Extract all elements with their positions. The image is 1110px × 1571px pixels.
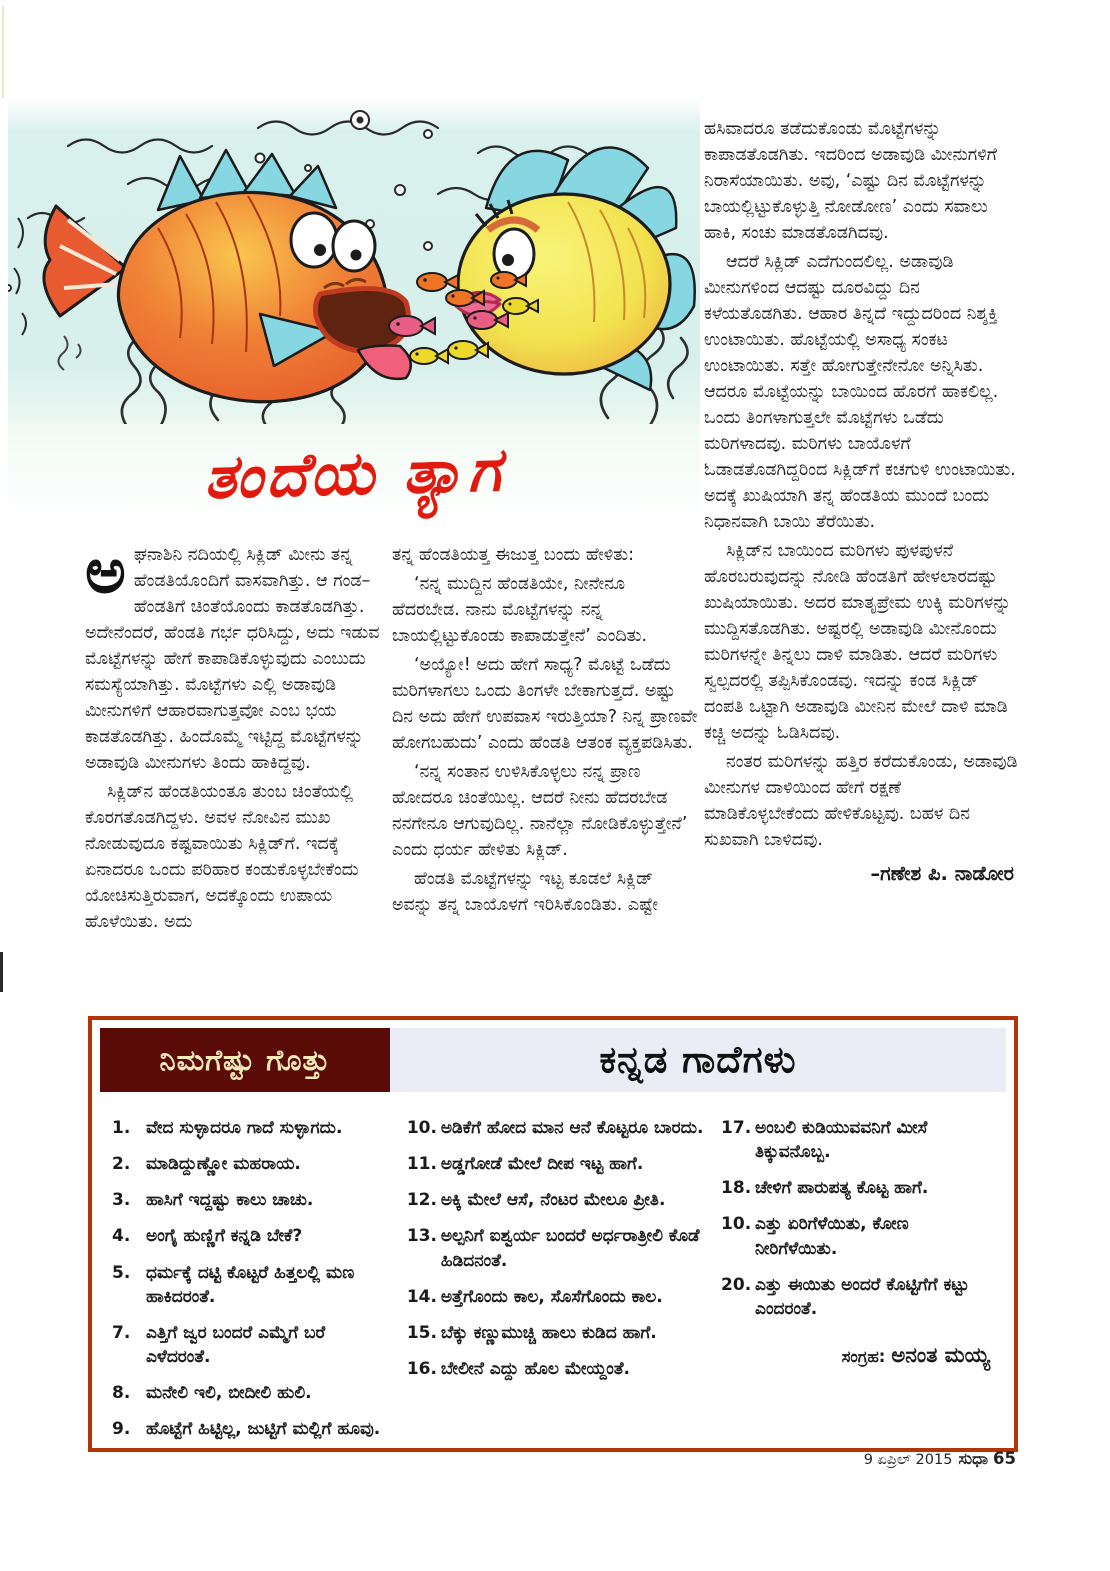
story-title-text: ತಂದೆಯ ತ್ಯಾಗ [202, 435, 506, 513]
proverb-number: 2. [112, 1154, 131, 1175]
proverb-item [721, 1176, 996, 1200]
proverb-item [721, 1273, 996, 1321]
proverb-item [407, 1152, 705, 1176]
proverb-number: 18. [721, 1178, 752, 1199]
proverb-text: ಬೆಕ್ಕು ಕಣ್ಣುಮುಚ್ಚಿ ಹಾಲು ಕುಡಿದ ಹಾಗೆ. [440, 1322, 657, 1343]
proverb-text: ಹಾಸಿಗೆ ಇದ್ದಷ್ಟು ಕಾಲು ಚಾಚು. [146, 1190, 314, 1211]
proverb-item [112, 1261, 391, 1309]
body [458, 194, 670, 374]
proverb-number: 7. [112, 1322, 131, 1343]
proverb-text: ಬೇಲೀನೆ ಎದ್ದು ಹೊಲ ಮೇಯ್ದಂತೆ. [440, 1358, 630, 1379]
proverb-item [407, 1357, 705, 1381]
proverb-item [721, 1116, 996, 1164]
paragraph: ‘ನನ್ನ ಸಂತಾನ ಉಳಿಸಿಕೊಳ್ಳಲು ನನ್ನ ಪ್ರಾಣ ಹೋದರೂ ಚಿಂತೆಯಿಲ್ಲ. ಆದರೆ ನೀನು ಹೆದರಬೇಡ ನನಗೇನೂ ಆಗುವುದಿಲ್ಲ. ನಾನೆಲ್ಲಾ ನೋಡಿಕೊಳ್ಳುತ್ತೇನೆ’ ಎಂದು ಧರ್ಯ ಹೇಳಿತು ಸಿಕ್ಲಿಡ್. [392, 762, 688, 860]
kannada-proverbs-banner: ಕನ್ನಡ ಗಾದೆಗಳು [390, 1028, 1006, 1092]
drop-cap: ಅ [85, 534, 126, 607]
paragraph [85, 534, 387, 776]
proverb-text: ಅಲ್ಪನಿಗೆ ಐಶ್ವರ್ಯ ಬಂದರೆ ಅರ್ಧರಾತ್ರೀಲಿ ಕೊಡೆ ಹಿಡಿದನಂತೆ. [440, 1226, 700, 1271]
proverb-item [112, 1417, 391, 1441]
collector-name: ಅನಂತ ಮಯ್ಯ [891, 1342, 991, 1367]
proverb-number: 10. [721, 1214, 752, 1235]
page-number: 65 [993, 1449, 1016, 1468]
proverb-item [112, 1188, 391, 1212]
paragraph: ಆದರೆ ಸಿಕ್ಲಿಡ್ ಎದೆಗುಂದಲಿಲ್ಲ. ಅಡಾವುಡಿ ಮೀನುಗಳಿಂದ ಆದಷ್ಟು ದೂರವಿದ್ದು ದಿನ ಕಳೆಯತೊಡಗಿತು. ಆಹಾರ ತಿನ್ನದೆ ಇದ್ದುದರಿಂದ ನಿಶ್ಶಕ್ತಿ ಉಂಟಾಯಿತು. ಹೊಟ್ಟೆಯಲ್ಲಿ ಅಸಾಧ್ಯ ಸಂಕಟ ಉಂಟಾಯಿತು. ಸತ್ತೇ ಹೋಗುತ್ತೇನೇನೋ ಅನ್ನಿಸಿತು. ಆದರೂ ಮೊಟ್ಟೆಯನ್ನು ಬಾಯಿಂದ ಹೊರಗೆ ಹಾಕಲಿಲ್ಲ. ಒಂದು ತಿಂಗಳಾಗುತ್ತಲೇ ಮೊಟ್ಟೆಗಳು ಒಡೆದು ಮರಿಗಳಾದವು. ಮರಿಗಳು ಬಾಯೊಳಗೆ ಓಡಾಡತೊಡಗಿದ್ದರಿಂದ ಸಿಕ್ಲಿಡ್‌ಗೆ ಕಚಗುಳಿ ಉಂಟಾಯಿತು. ಅದಕ್ಕೆ ಖುಷಿಯಾಗಿ ತನ್ನ ಹೆಂಡತಿಯ ಮುಂದೆ ಬಂದು ನಿಧಾನವಾಗಿ ಬಾಯಿ ತೆರೆಯಿತು. [704, 252, 1016, 532]
proverb-number: 5. [112, 1262, 131, 1283]
proverb-item [112, 1224, 391, 1248]
paragraph: ‘ನನ್ನ ಮುದ್ದಿನ ಹೆಂಡತಿಯೇ, ನೀನೇನೂ ಹೆದರಬೇಡ. ನಾನು ಮೊಟ್ಟೆಗಳನ್ನು ನನ್ನ ಬಾಯಲ್ಲಿಟ್ಟುಕೊಂಡು ಕಾಪಾಡುತ್ತೇನೆ’ ಎಂದಿತು. [392, 574, 648, 646]
story-title [8, 424, 700, 524]
author-byline: –ಗಣೇಶ ಪಿ. ನಾಡೋರ [870, 862, 1014, 885]
paragraph-text: ಘನಾಶಿನಿ ನದಿಯಲ್ಲಿ ಸಿಕ್ಲಿಡ್ ಮೀನು ತನ್ನ ಹೆಂಡತಿಯೊಂದಿಗೆ ವಾಸವಾಗಿತ್ತು. ಆ ಗಂಡ–ಹೆಂಡತಿಗೆ ಚಿಂತೆಯೊಂದು ಕಾಡತೊಡಗಿತ್ತು. ಅದೇನೆಂದರೆ, ಹೆಂಡತಿ ಗರ್ಭ ಧರಿಸಿದ್ದು, ಅದು ಇಡುವ ಮೊಟ್ಟೆಗಳನ್ನು ಹೇಗೆ ಕಾಪಾಡಿಕೊಳ್ಳುವುದು ಎಂಬುದು ಸಮಸ್ಯೆಯಾಗಿತ್ತು. ಮೊಟ್ಟೆಗಳು ಎಲ್ಲಿ ಅಡಾವುಡಿ ಮೀನುಗಳಿಗೆ ಆಹಾರವಾಗುತ್ತವೋ ಎಂಬ ಭಯ ಕಾಡತೊಡಗಿತ್ತು. ಹಿಂದೊಮ್ಮೆ ಇಟ್ಟಿದ್ದ ಮೊಟ್ಟೆಗಳನ್ನು ಅಡಾವುಡಿ ಮೀನುಗಳು ತಿಂದು ಹಾಕಿದ್ದವು. [85, 545, 380, 773]
proverb-item [112, 1381, 391, 1405]
proverb-item [407, 1285, 705, 1309]
paragraph: ಹೆಂಡತಿ ಮೊಟ್ಟೆಗಳನ್ನು ಇಟ್ಟ ಕೂಡಲೆ ಸಿಕ್ಲಿಡ್ ಅವನ್ನು ತನ್ನ ಬಾಯೊಳಗೆ ಇರಿಸಿಕೊಂಡಿತು. ಎಷ್ಟೇ [392, 869, 659, 915]
proverb-text: ಅಡಿಕೆಗೆ ಹೋದ ಮಾನ ಆನೆ ಕೊಟ್ಟರೂ ಬಾರದು. [440, 1118, 704, 1138]
proverb-text: ಅಂಬಲಿ ಕುಡಿಯುವವನಿಗೆ ಮೀಸೆ ತಿಕ್ಕುವನೊಬ್ಬ. [755, 1118, 928, 1163]
proverb-number: 16. [406, 1358, 437, 1379]
proverb-number: 3. [112, 1190, 131, 1211]
proverbs-box [88, 1016, 1018, 1452]
proverb-column-1 [112, 1116, 391, 1453]
proverb-text: ಮಾಡಿದ್ದುಣ್ಣೋ ಮಹರಾಯ. [146, 1154, 301, 1175]
proverbs-columns [100, 1092, 1006, 1453]
page-edge-mark [0, 952, 3, 992]
proverb-number: 8. [112, 1383, 131, 1403]
proverb-item [407, 1224, 705, 1272]
proverb-column-3 [721, 1116, 996, 1453]
proverb-item [721, 1212, 996, 1260]
know-how-much-badge: ನಿಮಗೆಷ್ಟು ಗೊತ್ತು [100, 1028, 390, 1092]
proverb-item [407, 1321, 705, 1345]
proverb-number: 12. [406, 1190, 437, 1211]
proverbs-box-header [100, 1028, 1006, 1092]
paragraph: ತನ್ನ ಹೆಂಡತಿಯತ್ತ ಈಜುತ್ತ ಬಂದು ಹೇಳಿತು: [392, 545, 635, 565]
proverb-text: ಧರ್ಮಕ್ಕೆ ದಟ್ಟಿ ಕೊಟ್ಟರೆ ಹಿತ್ತಲಲ್ಲಿ ಮಣ ಹಾಕಿದರಂತೆ. [146, 1262, 355, 1307]
proverb-item [407, 1188, 705, 1212]
proverb-number: 9. [112, 1419, 131, 1440]
article-column-1 [85, 534, 387, 938]
proverb-text: ಚೇಳಿಗೆ ಪಾರುಪತ್ಯ ಕೊಟ್ಟ ಹಾಗೆ. [755, 1178, 929, 1199]
proverb-column-2 [407, 1116, 705, 1453]
proverb-item [112, 1152, 391, 1176]
proverb-column-3-items [721, 1116, 996, 1321]
proverb-text: ಮನೇಲಿ ಇಲಿ, ಬೀದೀಲಿ ಹುಲಿ. [146, 1383, 312, 1403]
article-column-3 [704, 116, 1018, 887]
paragraph: ಸಿಕ್ಲಿಡ್‌ನ ಬಾಯಿಂದ ಮರಿಗಳು ಪುಳಪುಳನೆ ಹೊರಬರುವುದನ್ನು ನೋಡಿ ಹೆಂಡತಿಗೆ ಹೇಳಲಾರದಷ್ಟು ಖುಷಿಯಾಯಿತು. ಅದರ ಮಾತೃಪ್ರೇಮ ಉಕ್ಕಿ ಮರಿಗಳನ್ನು ಮುದ್ದಿಸತೊಡಗಿತು. ಅಷ್ಟರಲ್ಲಿ ಅಡಾವುಡಿ ಮೀನೊಂದು ಮರಿಗಳನ್ನೇ ತಿನ್ನಲು ದಾಳಿ ಮಾಡಿತು. ಆದರೆ ಮರಿಗಳು ಸ್ವಲ್ಪದರಲ್ಲಿ ತಪ್ಪಿಸಿಕೊಂಡವು. ಇದನ್ನು ಕಂಡ ಸಿಕ್ಲಿಡ್ ದಂಪತಿ ಒಟ್ಟಾಗಿ ಅಡಾವುಡಿ ಮೀನಿನ ಮೇಲೆ ದಾಳಿ ಮಾಡಿ ಕಚ್ಚಿ ಅದನ್ನು ಓಡಿಸಿದವು. [704, 541, 1011, 743]
proverb-item [407, 1116, 705, 1140]
article-column-2 [392, 542, 698, 921]
proverb-number: 20. [721, 1274, 752, 1295]
collection-label: ಸಂಗ್ರಹ: [841, 1346, 886, 1366]
paragraph: ನಂತರ ಮರಿಗಳನ್ನು ಹತ್ತಿರ ಕರೆದುಕೊಂಡು, ಅಡಾವುಡಿ ಮೀನುಗಳ ದಾಳಿಯಿಂದ ಹೇಗೆ ರಕ್ಷಣೆ ಮಾಡಿಕೊಳ್ಳಬೇಕೆಂದು ಹೇಳಿಕೊಟ್ಟವು. ಬಹಳ ದಿನ ಸುಖವಾಗಿ ಬಾಳಿದವು. [704, 752, 1018, 850]
proverb-text: ಅತ್ತೆಗೊಂದು ಕಾಲ, ಸೊಸೆಗೊಂದು ಕಾಲ. [440, 1286, 663, 1307]
proverb-number: 1. [112, 1118, 131, 1138]
proverb-number: 11. [406, 1154, 437, 1175]
proverb-text: ವೇದ ಸುಳ್ಳಾದರೂ ಗಾದೆ ಸುಳ್ಳಾಗದು. [146, 1118, 343, 1138]
proverb-text: ಎತ್ತು ಈಯಿತು ಅಂದರೆ ಕೊಟ್ಟಿಗೆಗೆ ಕಟ್ಟು ಎಂದರಂತೆ. [755, 1274, 969, 1319]
proverb-number: 4. [112, 1226, 131, 1247]
proverb-item [112, 1116, 391, 1140]
paragraph: ಹಸಿವಾದರೂ ತಡೆದುಕೊಂಡು ಮೊಟ್ಟೆಗಳನ್ನು ಕಾಪಾಡತೊಡಗಿತು. ಇದರಿಂದ ಅಡಾವುಡಿ ಮೀನುಗಳಿಗೆ ನಿರಾಸೆಯಾಯಿತು. ಅವು, ‘ಎಷ್ಟು ದಿನ ಮೊಟ್ಟೆಗಳನ್ನು ಬಾಯಲ್ಲಿಟ್ಟುಕೊಳ್ಳುತ್ತಿ ನೋಡೋಣ’ ಎಂದು ಸವಾಲು ಹಾಕಿ, ಸಂಚು ಮಾಡತೊಡಗಿದವು. [704, 119, 997, 243]
proverb-number: 15. [406, 1322, 437, 1343]
proverb-item [112, 1321, 391, 1369]
page-footer [864, 1449, 1016, 1469]
paragraph: ಸಿಕ್ಲಿಡ್‌ನ ಹೆಂಡತಿಯಂತೂ ತುಂಬ ಚಿಂತೆಯಲ್ಲಿ ಕೊರಗತೊಡಗಿದ್ದಳು. ಅವಳ ನೋವಿನ ಮುಖ ನೋಡುವುದೂ ಕಷ್ಟವಾಯಿತು ಸಿಕ್ಲಿಡ್‌ಗೆ. ಇದಕ್ಕೆ ಏನಾದರೂ ಒಂದು ಪರಿಹಾರ ಕಂಡುಕೊಳ್ಳಬೇಕೆಂದು ಯೋಚಿಸುತ್ತಿರುವಾಗ, ಅದಕ್ಕೊಂದು ಉಪಾಯ ಹೊಳೆಯಿತು. ಅದು [85, 782, 359, 932]
proverb-number: 10. [406, 1118, 437, 1138]
proverb-number: 14. [406, 1286, 437, 1307]
paragraph: ‘ಅಯ್ಯೋ! ಅದು ಹೇಗೆ ಸಾಧ್ಯ? ಮೊಟ್ಟೆ ಒಡೆದು ಮರಿಗಳಾಗಲು ಒಂದು ತಿಂಗಳೇ ಬೇಕಾಗುತ್ತದೆ. ಅಷ್ಟು ದಿನ ಅದು ಹೇಗೆ ಉಪವಾಸ ಇರುತ್ತಿಯಾ? ನಿನ್ನ ಪ್ರಾಣವೇ ಹೋಗಬಹುದು’ ಎಂದು ಹೆಂಡತಿ ಆತಂಕ ವ್ಯಕ್ತಪಡಿಸಿತು. [392, 655, 698, 753]
proverb-text: ಅಕ್ಕಿ ಮೇಲೆ ಆಸೆ, ನೆಂಟರ ಮೇಲೂ ಪ್ರೀತಿ. [440, 1190, 666, 1211]
fish-cartoon-illustration [8, 98, 700, 430]
proverb-text: ಅಡ್ಡಗೋಡೆ ಮೇಲೆ ದೀಪ ಇಟ್ಟ ಹಾಗೆ. [440, 1154, 644, 1175]
proverb-text: ಅಂಗೈ ಹುಣ್ಣಿಗೆ ಕನ್ನಡಿ ಬೇಕೆ? [146, 1226, 303, 1247]
underwater-scene-icon [8, 98, 700, 430]
proverb-number: 17. [721, 1118, 752, 1138]
page-edge-artifact [2, 6, 4, 98]
issue-date: 9 ಏಪ್ರಿಲ್ 2015 [863, 1452, 953, 1468]
proverb-text: ಹೊಟ್ಟೆಗೆ ಹಿಟ್ಟಿಲ್ಲ, ಜುಟ್ಟಿಗೆ ಮಲ್ಲಿಗೆ ಹೂವು. [146, 1419, 381, 1440]
collector-line [721, 1341, 996, 1371]
proverb-text: ಎತ್ತು ಏರಿಗೆಳೆಯಿತು, ಕೋಣ ನೀರಿಗೆಳೆಯಿತು. [755, 1214, 909, 1259]
magazine-name: ಸುಧಾ [958, 1449, 989, 1468]
proverb-text: ಎತ್ತಿಗೆ ಜ್ವರ ಬಂದರೆ ಎಮ್ಮೆಗೆ ಬರೆ ಎಳೆದರಂತೆ. [146, 1322, 326, 1367]
proverb-number: 13. [406, 1226, 437, 1247]
